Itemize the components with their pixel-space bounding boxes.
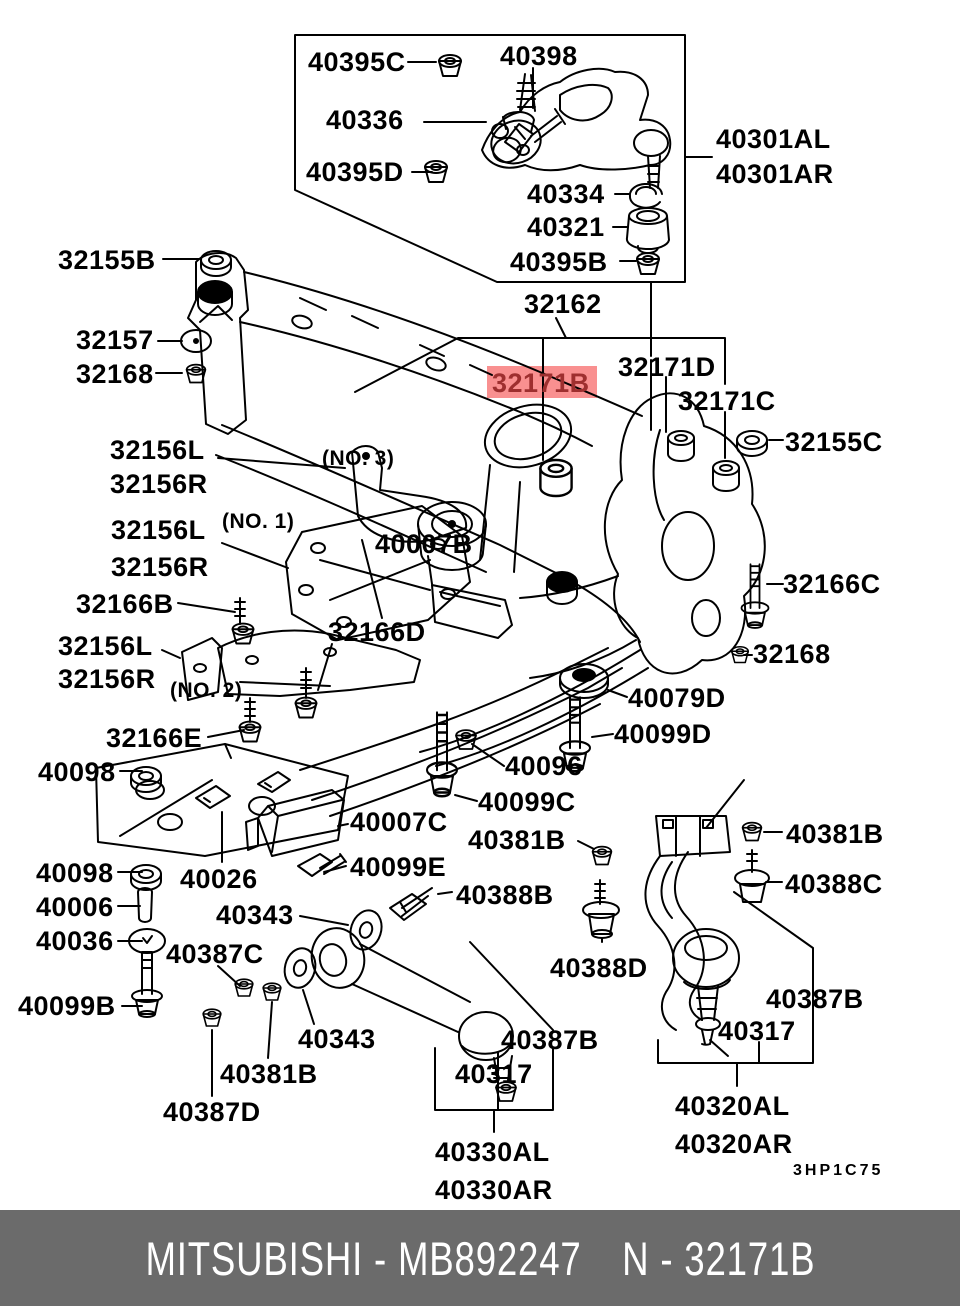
part-label: 40387C: [166, 939, 264, 969]
footer-text: [145, 1231, 815, 1286]
part-label: 40387B: [501, 1025, 599, 1055]
part-label: (NO. 3): [322, 447, 395, 470]
part-label: 40317: [455, 1059, 533, 1089]
highlighted-part-label: 32171B: [492, 368, 590, 398]
part-label: 40301AR: [716, 159, 834, 189]
part-label: 40079D: [628, 683, 726, 713]
part-label: 40320AL: [675, 1091, 790, 1121]
footer-ref-part: N - 32171B: [621, 1231, 815, 1285]
part-label: 40388B: [456, 880, 554, 910]
part-label: 40336: [326, 105, 404, 135]
subframe: [156, 251, 648, 766]
part-label: 40395B: [510, 247, 608, 277]
part-label: 40098: [38, 757, 116, 787]
part-label: 32166E: [106, 723, 203, 753]
part-label: 40388D: [550, 953, 648, 983]
part-label: 32166B: [76, 589, 174, 619]
part-label: 32156L: [110, 435, 205, 465]
part-label: 40387D: [163, 1097, 261, 1127]
part-label: 32171C: [678, 386, 776, 416]
part-label: 40007C: [350, 807, 448, 837]
part-label: 32162: [524, 289, 602, 319]
part-label: 40343: [216, 900, 294, 930]
part-label: 40381B: [220, 1059, 318, 1089]
part-label: 40387B: [766, 984, 864, 1014]
bracket-no3: [218, 446, 486, 570]
part-label: 40099B: [18, 991, 116, 1021]
upper-arm-box: [295, 35, 712, 356]
part-label: 40099D: [614, 719, 712, 749]
part-label: 32156R: [110, 469, 208, 499]
part-label: 32156L: [58, 631, 153, 661]
bracket-no2: [162, 598, 420, 742]
part-label: 40381B: [468, 825, 566, 855]
part-label: 40099C: [478, 787, 576, 817]
part-label: 40395C: [308, 47, 406, 77]
part-label: 32157: [76, 325, 154, 355]
part-label: 40006: [36, 892, 114, 922]
part-label: 40317: [718, 1016, 796, 1046]
part-label: 32156R: [58, 664, 156, 694]
mid-fasteners: [427, 564, 783, 801]
part-label: 32156L: [111, 515, 206, 545]
part-label: 40007B: [375, 529, 473, 559]
part-label: 40381B: [786, 819, 884, 849]
part-label: (NO. 2): [170, 679, 243, 702]
part-label: 40334: [527, 179, 605, 209]
part-label: 32168: [76, 359, 154, 389]
part-label: 40398: [500, 41, 578, 71]
part-label: 40395D: [306, 157, 404, 187]
part-label: 32168: [753, 639, 831, 669]
part-label: 40330AR: [435, 1175, 553, 1205]
part-label: 40099E: [350, 852, 447, 882]
part-label: 40343: [298, 1024, 376, 1054]
part-label: 40330AL: [435, 1137, 550, 1167]
footer-bar: [0, 1210, 960, 1306]
part-label: 40036: [36, 926, 114, 956]
part-label: 32166D: [328, 617, 426, 647]
part-label: 32166C: [783, 569, 881, 599]
part-label: 40026: [180, 864, 258, 894]
part-label: (NO. 1): [222, 510, 295, 533]
part-label: 40320AR: [675, 1129, 793, 1159]
part-label: 40388C: [785, 869, 883, 899]
lower-arm-center: [203, 888, 553, 1132]
footer-brand-part: MITSUBISHI - MB892247: [145, 1231, 582, 1285]
part-label: 40098: [36, 858, 114, 888]
part-label: 32155C: [785, 427, 883, 457]
part-label: 40321: [527, 212, 605, 242]
part-label: 40096: [505, 751, 583, 781]
part-label: 32155B: [58, 245, 156, 275]
part-label: 40301AL: [716, 124, 831, 154]
part-label: 32171D: [618, 352, 716, 382]
part-label: 32156R: [111, 552, 209, 582]
right-arm-assembly: [578, 780, 813, 1086]
part-label: 3HP1C75: [793, 1162, 884, 1179]
